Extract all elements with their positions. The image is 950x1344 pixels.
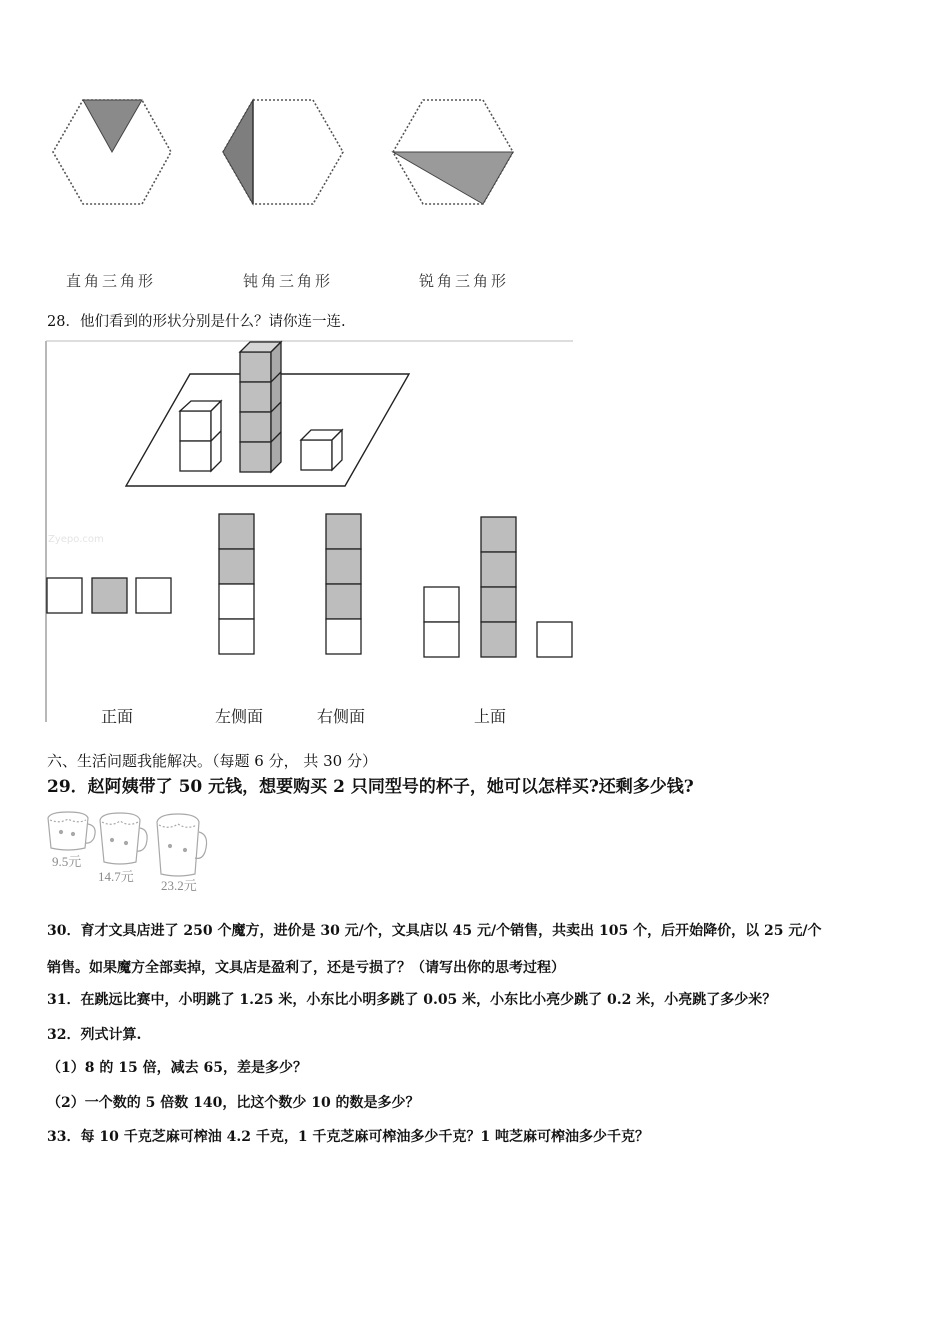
question-30-line-1: 30．育才文具店进了 250 个魔方，进价是 30 元/个，文具店以 45 元/个销售，共卖出 105 个，后开始降价，以 25 元/个 — [47, 923, 822, 939]
section-6-title: 六、生活问题我能解决。（每题 6 分， 共 30 分） — [47, 752, 377, 770]
view-label-front: 正面 — [101, 707, 134, 726]
caption-right-triangle: 直角三角形 — [66, 272, 157, 290]
question-32-title: 32．列式计算. — [47, 1027, 142, 1043]
cup-icon — [157, 814, 207, 876]
question-28: 28．他们看到的形状分别是什么？请你连一连. — [47, 314, 346, 330]
view-label-top: 上面 — [474, 707, 507, 726]
price-cup-3: 23.2元 — [161, 878, 197, 893]
price-cup-2: 14.7元 — [98, 869, 134, 884]
question-31: 31．在跳远比赛中，小明跳了 1.25 米，小东比小明多跳了 0.05 米，小东比小亮少跳了 0.2 米，小亮跳了多少米？ — [47, 992, 777, 1008]
question-32-part-1: （1）8 的 15 倍，减去 65，差是多少？ — [47, 1060, 307, 1076]
question-32-part-2: （2）一个数的 5 倍数 140，比这个数少 10 的数是多少？ — [47, 1095, 420, 1111]
caption-obtuse-triangle: 钝角三角形 — [243, 272, 334, 290]
cup-icon — [48, 812, 95, 850]
question-33: 33．每 10 千克芝麻可榨油 4.2 千克，1 千克芝麻可榨油多少千克？1 吨芝麻可榨油多少千克？ — [47, 1129, 650, 1145]
view-label-left-side: 左侧面 — [215, 707, 264, 726]
question-29: 29．赵阿姨带了 50 元钱，想要购买 2 只同型号的杯子，她可以怎样买?还剩多少钱? — [47, 777, 694, 797]
watermark: Zyepo.com — [48, 534, 104, 545]
cup-icon — [100, 813, 147, 864]
question-30-line-2: 销售。如果魔方全部卖掉，文具店是盈利了，还是亏损了？（请写出你的思考过程） — [47, 960, 565, 976]
price-cup-1: 9.5元 — [52, 854, 82, 869]
caption-acute-triangle: 锐角三角形 — [419, 272, 510, 290]
view-label-right-side: 右侧面 — [317, 707, 366, 726]
